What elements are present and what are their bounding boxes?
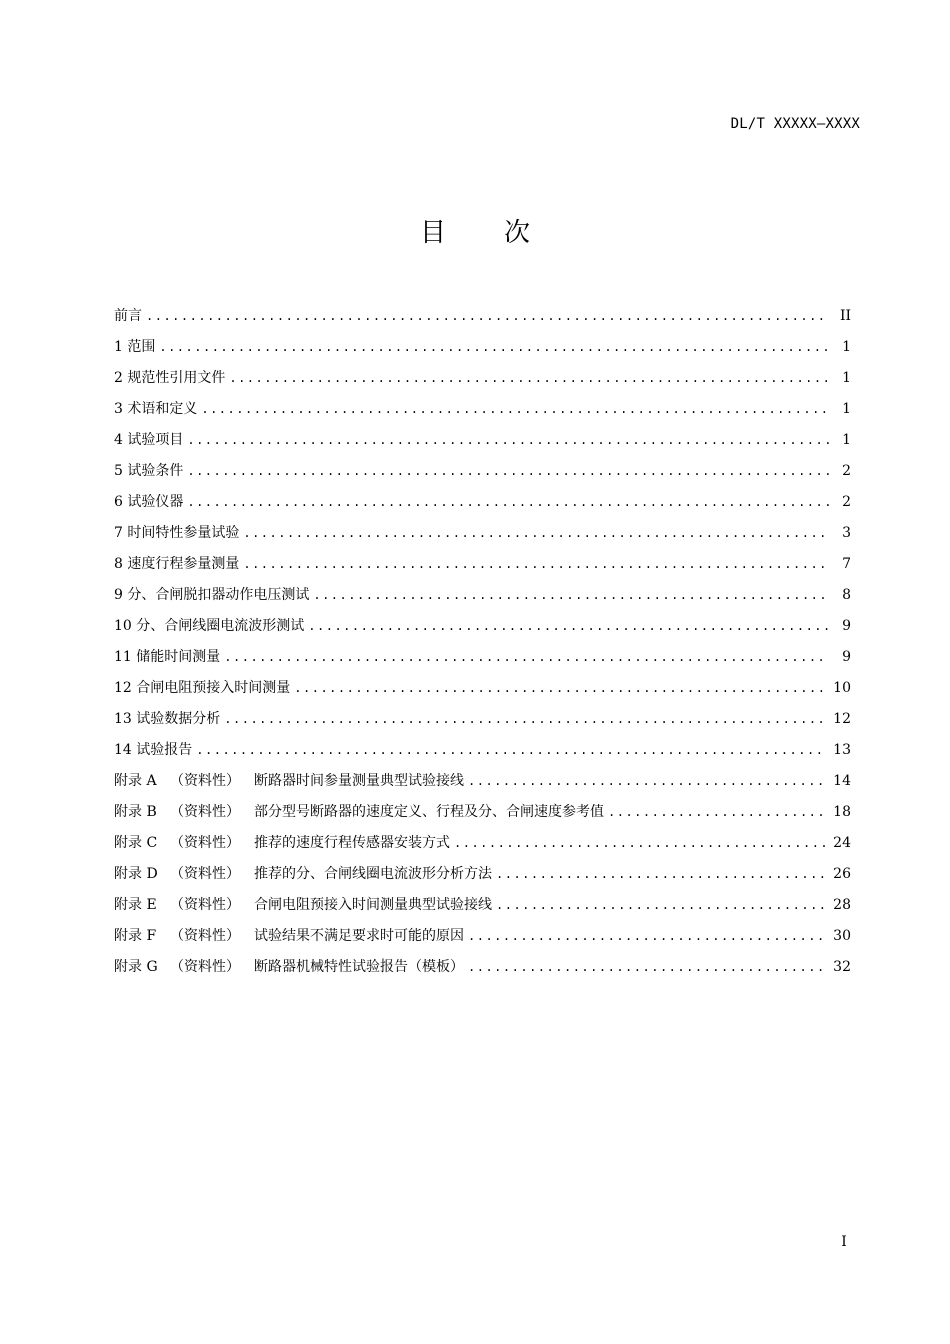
toc-entry-label: 2 规范性引用文件: [114, 369, 226, 386]
toc-entry-label: 10 分、合闸线圈电流波形测试: [114, 617, 305, 634]
toc-entry-label: 8 速度行程参量测量: [114, 555, 240, 572]
appendix-tag: 附录 B: [114, 803, 157, 820]
dot-leader: [608, 802, 827, 822]
toc-entry-page: 30: [833, 927, 851, 944]
dot-leader: [313, 585, 829, 605]
toc-entry-page: 1: [842, 431, 851, 448]
toc-entry-foreword[interactable]: [114, 300, 851, 331]
toc-entry-14[interactable]: [114, 734, 851, 765]
toc-entry-page: 3: [842, 524, 851, 541]
dot-leader: [229, 368, 829, 388]
toc-entry-4[interactable]: [114, 424, 851, 455]
title-char-1: 目: [419, 218, 446, 248]
appendix-kind: （资料性）: [170, 958, 240, 975]
toc-entry-label: 4 试验项目: [114, 431, 184, 448]
toc-entry-page: 2: [842, 493, 851, 510]
appendix-label: [114, 833, 450, 853]
dot-leader: [454, 833, 827, 853]
toc-entry-12[interactable]: [114, 672, 851, 703]
toc-entry-label: 13 试验数据分析: [114, 710, 221, 727]
dot-leader: [187, 492, 829, 512]
title-char-2: 次: [504, 218, 531, 248]
dot-leader: [496, 864, 827, 884]
dot-leader: [224, 647, 829, 667]
appendix-tag: 附录 D: [114, 865, 158, 882]
toc-entry-label: 1 范围: [114, 338, 156, 355]
toc-entry-2[interactable]: [114, 362, 851, 393]
toc-entry-7[interactable]: [114, 517, 851, 548]
toc-entry-page: 9: [842, 617, 851, 634]
toc-entry-9[interactable]: [114, 579, 851, 610]
appendix-tag: 附录 G: [114, 958, 158, 975]
page-title: [0, 212, 950, 249]
appendix-label: [114, 926, 464, 946]
dot-leader: [468, 926, 827, 946]
dot-leader: [159, 337, 829, 357]
toc-entry-page: II: [839, 307, 851, 324]
appendix-label: [114, 802, 604, 822]
appendix-tag: 附录 A: [114, 772, 157, 789]
appendix-title: 断路器机械特性试验报告（模板）: [254, 958, 464, 975]
toc-entry-1[interactable]: [114, 331, 851, 362]
appendix-kind: （资料性）: [170, 772, 240, 789]
appendix-title: 断路器时间参量测量典型试验接线: [254, 772, 464, 789]
appendix-kind: （资料性）: [170, 834, 240, 851]
page-number: I: [841, 1234, 847, 1250]
toc-entry-page: 12: [833, 710, 851, 727]
appendix-title: 试验结果不满足要求时可能的原因: [254, 927, 464, 944]
dot-leader: [308, 616, 829, 636]
toc-entry-label: 14 试验报告: [114, 741, 193, 758]
dot-leader: [294, 678, 827, 698]
standard-code: DL/T XXXXX—XXXX: [730, 116, 860, 132]
appendix-title: 合闸电阻预接入时间测量典型试验接线: [254, 896, 492, 913]
appendix-label: [114, 895, 492, 915]
appendix-label: [114, 864, 492, 884]
appendix-title: 部分型号断路器的速度定义、行程及分、合闸速度参考值: [254, 803, 604, 820]
appendix-label: [114, 957, 464, 977]
appendix-kind: （资料性）: [170, 865, 240, 882]
dot-leader: [468, 957, 827, 977]
toc-entry-page: 13: [833, 741, 851, 758]
toc-entry-page: 9: [842, 648, 851, 665]
dot-leader: [243, 554, 829, 574]
appendix-kind: （资料性）: [170, 803, 240, 820]
toc-appendix-g[interactable]: [114, 951, 851, 982]
dot-leader: [243, 523, 829, 543]
appendix-label: [114, 771, 464, 791]
dot-leader: [187, 461, 829, 481]
toc-entry-10[interactable]: [114, 610, 851, 641]
dot-leader: [187, 430, 829, 450]
appendix-kind: （资料性）: [170, 896, 240, 913]
toc-entry-page: 7: [842, 555, 851, 572]
toc-appendix-f[interactable]: [114, 920, 851, 951]
toc-entry-label: 前言: [114, 307, 142, 324]
toc-entry-label: 12 合闸电阻预接入时间测量: [114, 679, 291, 696]
toc-entry-13[interactable]: [114, 703, 851, 734]
toc-entry-label: 9 分、合闸脱扣器动作电压测试: [114, 586, 310, 603]
toc-entry-8[interactable]: [114, 548, 851, 579]
dot-leader: [146, 306, 829, 326]
toc-entry-page: 18: [833, 803, 851, 820]
toc-entry-page: 32: [833, 958, 851, 975]
dot-leader: [496, 895, 827, 915]
toc-entry-6[interactable]: [114, 486, 851, 517]
toc-entry-label: 11 储能时间测量: [114, 648, 221, 665]
toc-appendix-d[interactable]: [114, 858, 851, 889]
toc-entry-page: 8: [842, 586, 851, 603]
toc-entry-5[interactable]: [114, 455, 851, 486]
appendix-kind: （资料性）: [170, 927, 240, 944]
dot-leader: [201, 399, 829, 419]
toc-entry-page: 1: [842, 400, 851, 417]
dot-leader: [468, 771, 827, 791]
toc-entry-page: 1: [842, 369, 851, 386]
toc-appendix-c[interactable]: [114, 827, 851, 858]
toc-entry-page: 1: [842, 338, 851, 355]
toc-entry-label: 6 试验仪器: [114, 493, 184, 510]
dot-leader: [224, 709, 827, 729]
toc-entry-11[interactable]: [114, 641, 851, 672]
toc-entry-3[interactable]: [114, 393, 851, 424]
toc-entry-page: 24: [833, 834, 851, 851]
toc-appendix-a[interactable]: [114, 765, 851, 796]
toc-appendix-e[interactable]: [114, 889, 851, 920]
toc-entry-label: 7 时间特性参量试验: [114, 524, 240, 541]
toc-entry-page: 2: [842, 462, 851, 479]
dot-leader: [196, 740, 827, 760]
toc-entry-page: 10: [833, 679, 851, 696]
toc-appendix-b[interactable]: [114, 796, 851, 827]
toc-entry-page: 14: [833, 772, 851, 789]
appendix-tag: 附录 C: [114, 834, 158, 851]
appendix-title: 推荐的速度行程传感器安装方式: [254, 834, 450, 851]
appendix-title: 推荐的分、合闸线圈电流波形分析方法: [254, 865, 492, 882]
appendix-tag: 附录 E: [114, 896, 157, 913]
toc-entry-page: 26: [833, 865, 851, 882]
toc-entry-label: 5 试验条件: [114, 462, 184, 479]
toc-entry-label: 3 术语和定义: [114, 400, 198, 417]
toc-entry-page: 28: [833, 896, 851, 913]
table-of-contents: [114, 300, 851, 982]
appendix-tag: 附录 F: [114, 927, 157, 944]
